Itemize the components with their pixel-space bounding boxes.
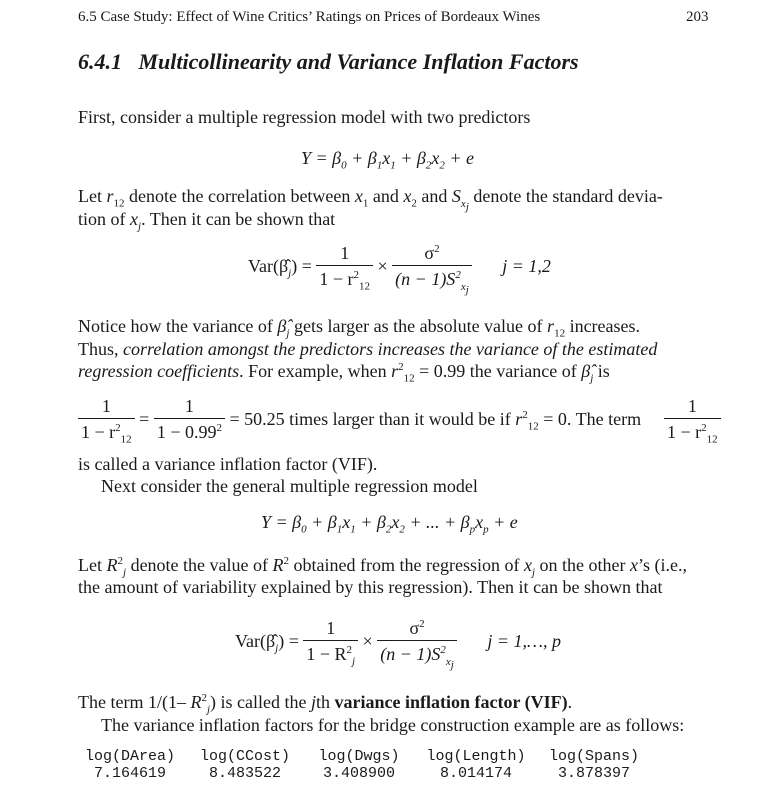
- general-model-equation: $Y = \beta_0 + \beta_1x_1 + \beta_2x_2$ + ... + $\beta_px_p + e$: [261, 512, 518, 536]
- variance-formula-two-predictors: $Var(\betâ_j)$ = $\frac{1}{1 - r^2_{12}}$ × $\frac{\sigma^2}{(n - 1)S^2_{x_j}}$ j = 1,2: [248, 243, 551, 296]
- vif-definition-line: The term 1/(1– $R^2_j$) is called the jth variance inflation factor (VIF).: [78, 692, 573, 716]
- vif-header: log(CCost): [199, 748, 290, 765]
- intro-paragraph: First, consider a multiple regression model with two predictors: [78, 107, 531, 127]
- vif-header: log(DArea): [84, 748, 175, 765]
- ratio-line: $\frac{1}{1 - r^2_{12}}$ = $\frac{1}{1 - 0.99^2}$ = 50.25 times larger than it would be if $r^2_{12} = 0$. The term: [78, 395, 641, 443]
- correlation-definition-line: Let $r_{12}$ denote the correlation between $x_1$ and $x_2$ and $S_{x_j}$ denote the standard devia-: [78, 186, 663, 213]
- vif-header: log(Dwgs): [318, 748, 400, 765]
- vif-value: 8.014174: [439, 765, 512, 782]
- vif-called-line: is called a variance inflation factor (VIF).: [78, 454, 378, 474]
- example-line: regression coefficients. For example, when $r^2_{12} = 0.99$ the variance of $\betâ_j$ is: [78, 361, 610, 385]
- vif-value: 7.164619: [93, 765, 166, 782]
- variance-formula-general: $Var(\betâ_j)$ = $\frac{1}{1 - R^2_j}$ × $\frac{\sigma^2}{(n - 1)S^2_{x_j}}$ j = 1,…, p: [235, 618, 561, 671]
- amount-line: the amount of variability explained by this regression). Then it can be shown that: [78, 577, 663, 597]
- section-heading: [78, 49, 579, 75]
- vif-header: log(Spans): [548, 748, 639, 765]
- rj-definition-line: Let $R^2_j$ denote the value of $R^2$ obtained from the regression of $x_j$ on the other x’s (i.e.,: [78, 555, 687, 579]
- thus-line: Thus, correlation amongst the predictors increases the variance of the estimated: [78, 339, 658, 359]
- vif-table: [74, 748, 650, 782]
- notice-line: Notice how the variance of $\betâ_j$ gets larger as the absolute value of $r_{12}$ increases.: [78, 316, 641, 340]
- section-number: 6.4.1: [78, 49, 122, 74]
- vif-fraction-inline: $\frac{1}{1 - r^2_{12}}$: [664, 395, 721, 443]
- next-general-line: Next consider the general multiple regression model: [101, 476, 478, 496]
- running-title: 6.5 Case Study: Effect of Wine Critics’ Ratings on Prices of Bordeaux Wines: [78, 9, 541, 25]
- page-number: 203: [686, 9, 709, 25]
- bridge-example-line: The variance inflation factors for the bridge construction example are as follows:: [101, 715, 685, 735]
- two-predictor-model-equation: $Y = \beta_0 + \beta_1x_1 + \beta_2x_2 + e$: [301, 148, 475, 172]
- vif-value: 3.408900: [322, 765, 395, 782]
- vif-header: log(Length): [426, 748, 526, 765]
- section-title: Multicollinearity and Variance Inflation Factors: [138, 49, 579, 74]
- vif-value: 8.483522: [208, 765, 281, 782]
- std-deviation-line: tion of $x_j$. Then it can be shown that: [78, 209, 336, 233]
- vif-value: 3.878397: [557, 765, 630, 782]
